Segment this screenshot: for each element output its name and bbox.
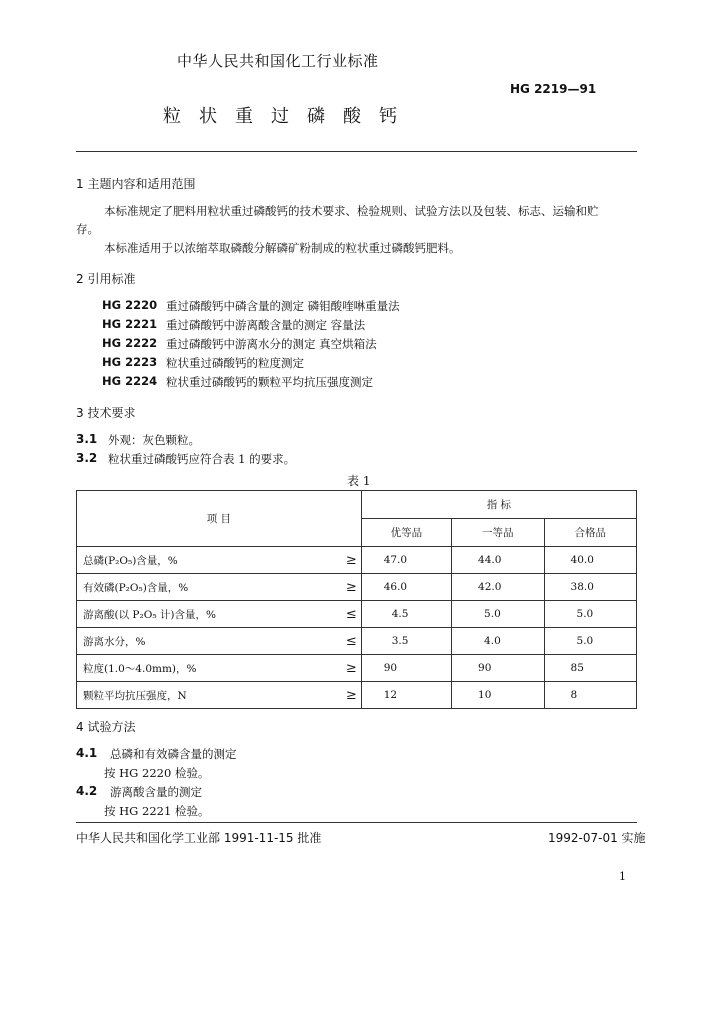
item-4-2-title: 游离酸含量的测定: [110, 785, 202, 799]
row-value: 8: [544, 682, 636, 709]
ref-code: HG 2221: [102, 317, 158, 331]
ref-title: 重过磷酸钙中游离水分的测定 真空烘箱法: [166, 337, 377, 351]
row-value: 12: [361, 682, 451, 709]
ref-title: 粒状重过磷酸钙的颗粒平均抗压强度测定: [166, 375, 373, 389]
row-value: 40.0: [544, 547, 636, 574]
item-4-2-number: 4.2: [76, 784, 98, 798]
item-3-2-number: 3.2: [76, 451, 98, 465]
section-3-heading: 3 技术要求: [76, 406, 136, 420]
ref-code: HG 2222: [102, 336, 158, 350]
item-4-1-text: 按 HG 2220 检验。: [104, 766, 210, 780]
effective-date: 1992-07-01 实施: [548, 831, 646, 845]
section-1-para-1-line-2: 存。: [76, 222, 99, 236]
row-value: 38.0: [544, 574, 636, 601]
row-operator: ≥: [333, 547, 361, 574]
row-item: 有效磷(P₂O₅)含量，%: [77, 574, 333, 601]
row-operator: ≥: [333, 682, 361, 709]
row-value: 5.0: [544, 601, 636, 628]
document-title: 粒状重过磷酸钙: [163, 106, 415, 127]
table-row: [77, 547, 637, 574]
table-row: [77, 628, 637, 655]
item-4-2-text: 按 HG 2221 检验。: [104, 804, 210, 818]
section-4-heading: 4 试验方法: [76, 720, 136, 734]
table-row: [77, 601, 637, 628]
grade-header-qualified: 合格品: [544, 519, 636, 547]
row-value: 4.0: [452, 628, 544, 655]
row-operator: ≥: [333, 574, 361, 601]
item-3-2-text: 粒状重过磷酸钙应符合表 1 的要求。: [108, 452, 296, 466]
footer-divider: [76, 822, 637, 823]
org-title: 中华人民共和国化工行业标准: [177, 52, 379, 70]
item-3-1-number: 3.1: [76, 432, 98, 446]
spec-table: [76, 490, 637, 709]
table-caption: 表 1: [347, 474, 371, 488]
row-value: 44.0: [452, 547, 544, 574]
row-operator: ≤: [333, 601, 361, 628]
page-number: 1: [619, 870, 626, 883]
item-4-1-title: 总磷和有效磷含量的测定: [110, 747, 237, 761]
row-value: 90: [452, 655, 544, 682]
row-item: 总磷(P₂O₅)含量，%: [77, 547, 333, 574]
row-value: 4.5: [361, 601, 451, 628]
column-header-item: 项 目: [77, 491, 362, 547]
row-value: 3.5: [361, 628, 451, 655]
row-item: 游离酸(以 P₂O₅ 计)含量，%: [77, 601, 333, 628]
row-item: 颗粒平均抗压强度，N: [77, 682, 333, 709]
section-1-para-2: 本标准适用于以浓缩萃取磷酸分解磷矿粉制成的粒状重过磷酸钙肥料。: [104, 241, 461, 255]
approval-line: 中华人民共和国化学工业部 1991-11-15 批准: [76, 831, 322, 845]
standard-code: HG 2219—91: [510, 82, 597, 96]
ref-code: HG 2224: [102, 374, 158, 388]
row-operator: ≥: [333, 655, 361, 682]
ref-code: HG 2223: [102, 355, 158, 369]
row-item: 粒度(1.0～4.0mm)，%: [77, 655, 333, 682]
row-operator: ≤: [333, 628, 361, 655]
ref-title: 粒状重过磷酸钙的粒度测定: [166, 356, 304, 370]
table-row: [77, 655, 637, 682]
row-value: 5.0: [544, 628, 636, 655]
grade-header-superior: 优等品: [361, 519, 451, 547]
row-value: 47.0: [361, 547, 451, 574]
ref-title: 重过磷酸钙中游离酸含量的测定 容量法: [166, 318, 366, 332]
row-item: 游离水分，%: [77, 628, 333, 655]
header-divider: [76, 151, 637, 152]
ref-title: 重过磷酸钙中磷含量的测定 磷钼酸喹啉重量法: [166, 299, 400, 313]
row-value: 46.0: [361, 574, 451, 601]
section-1-para-1-line-1: 本标准规定了肥料用粒状重过磷酸钙的技术要求、检验规则、试验方法以及包装、标志、运输和贮: [104, 204, 599, 218]
table-row: [77, 574, 637, 601]
section-2-heading: 2 引用标准: [76, 272, 136, 286]
row-value: 90: [361, 655, 451, 682]
row-value: 42.0: [452, 574, 544, 601]
column-header-index: 指 标: [361, 491, 636, 519]
item-3-1-text: 外观：灰色颗粒。: [108, 433, 200, 447]
item-4-1-number: 4.1: [76, 746, 98, 760]
table-row: [77, 682, 637, 709]
row-value: 85: [544, 655, 636, 682]
ref-code: HG 2220: [102, 298, 158, 312]
row-value: 5.0: [452, 601, 544, 628]
section-1-heading: 1 主题内容和适用范围: [76, 177, 196, 191]
row-value: 10: [452, 682, 544, 709]
grade-header-first: 一等品: [452, 519, 544, 547]
